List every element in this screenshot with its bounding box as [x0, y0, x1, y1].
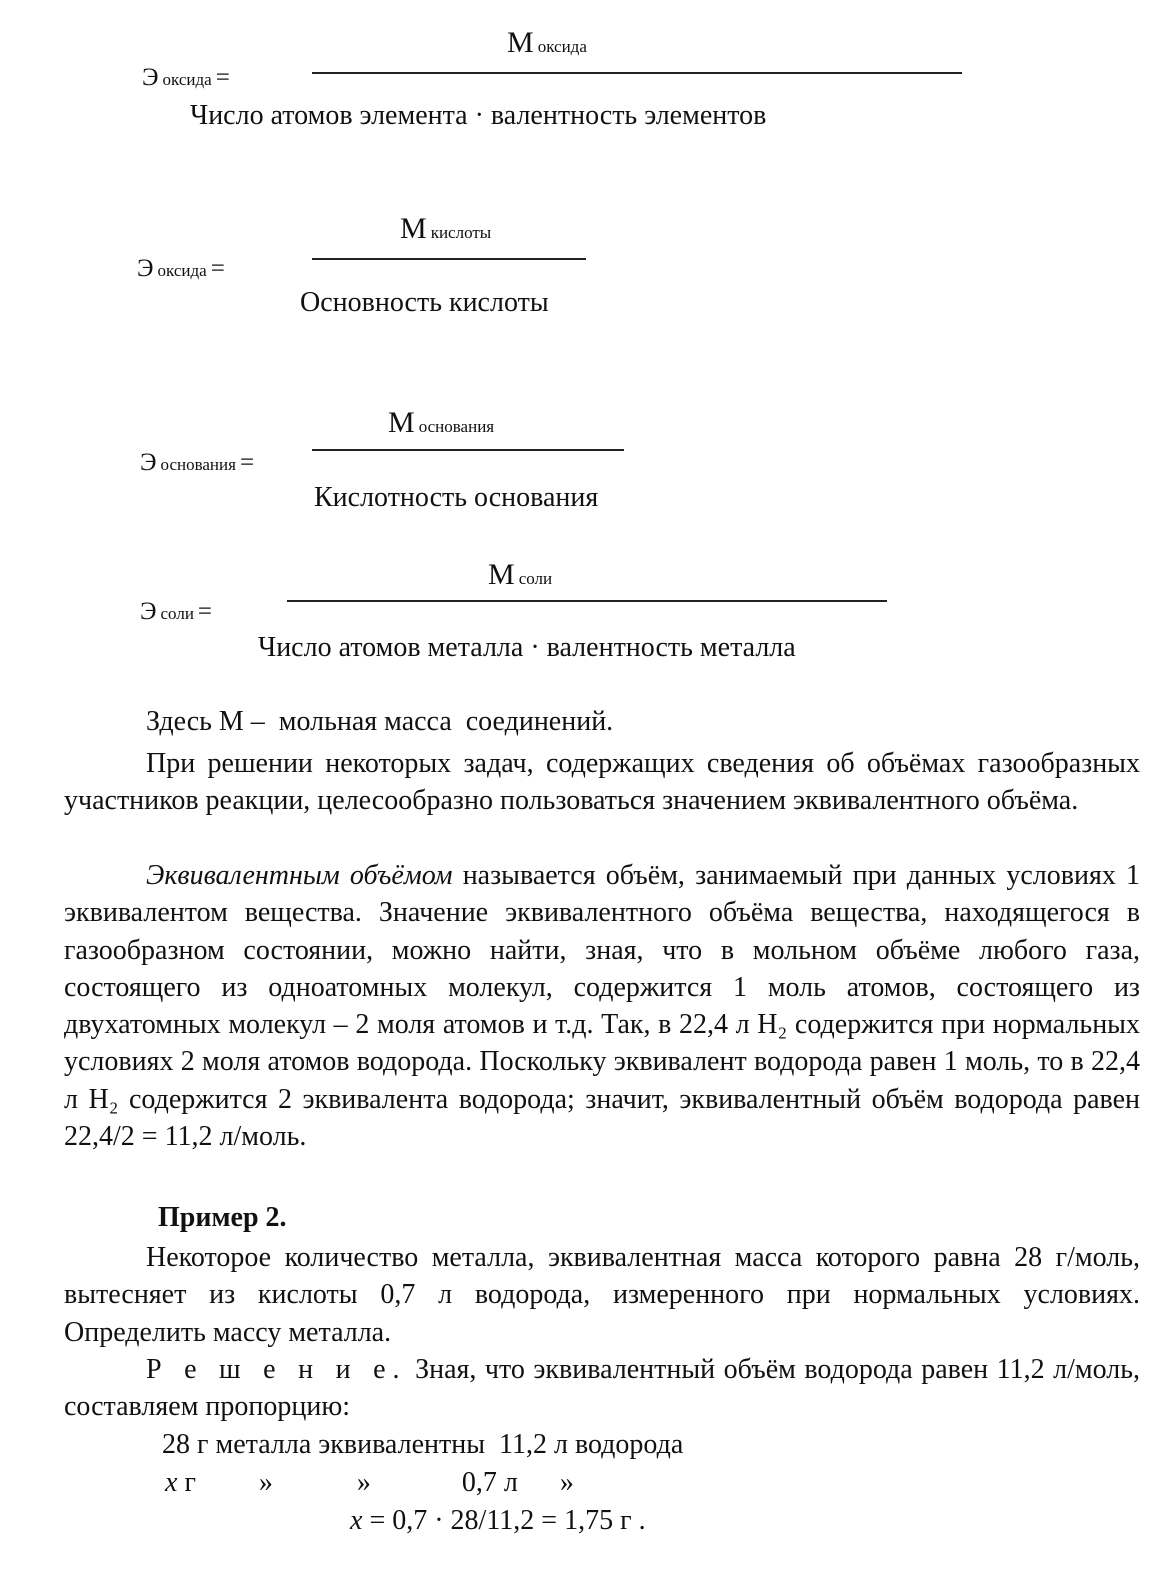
denominator: Кислотность основания: [314, 482, 599, 513]
paragraph-equivalent-volume: Эквивалентным объёмом называется объём, занимаемый при данных условиях 1 эквивалентом вещества. Значение эквивалентного объёма вещества, находящегося в газообразном состоянии, можно найти, зная, что в мольном объёме любого газа, состоящего из одноатомных молекул, содержится 1 моль атомов, состоящего из двухатомных молекул – 2 моля атомов и т.д. Так, в 22,4 л Н₂ содержится при нормальных условиях 2 моля атомов водорода. Поскольку эквивалент водорода равен 1 моль, то в 22,4 л Н₂ содержится 2 эквивалента водорода; значит, эквивалентный объём водорода равен 22,4/2 = 11,2 л/моль.: [64, 860, 1140, 1153]
term-equivalent-volume: Эквивалентным объёмом: [146, 860, 453, 891]
fraction-bar: [287, 600, 887, 602]
solution-label: Р е ш е н и е.: [146, 1354, 407, 1385]
fraction-bar: [312, 258, 586, 260]
lhs: Э соли =: [140, 598, 213, 625]
proportion-line-1: 28 г металла эквивалентны 11,2 л водорода: [162, 1429, 684, 1460]
proportion-line-2: х г » » 0,7 л »: [165, 1467, 574, 1498]
molar-mass-note: Здесь М – мольная масса соединений.: [146, 706, 614, 737]
numerator: М соли: [488, 558, 553, 591]
paragraph-solution: Р е ш е н и е. Зная, что эквивалентный объём водорода равен 11,2 л/моль, составляем пропорцию:: [64, 1354, 1140, 1423]
denominator: Число атомов элемента · валентность элементов: [190, 100, 767, 131]
result-line: х = 0,7 · 28/11,2 = 1,75 г .: [350, 1505, 646, 1536]
lhs: Э оксида =: [142, 64, 230, 91]
numerator: М основания: [388, 406, 495, 439]
lhs: Э оксида =: [137, 255, 225, 282]
lhs: Э основания =: [140, 449, 255, 476]
denominator: Число атомов металла · валентность металла: [258, 632, 796, 663]
numerator: М оксида: [507, 26, 587, 59]
example-heading: Пример 2.: [158, 1202, 287, 1233]
paragraph-gas-volumes: При решении некоторых задач, содержащих сведения об объёмах газообразных участников реакции, целесообразно пользоваться значением эквивалентного объёма.: [64, 748, 1140, 817]
numerator: М кислоты: [400, 212, 492, 245]
fraction-bar: [312, 72, 962, 74]
fraction-bar: [312, 449, 624, 451]
denominator: Основность кислоты: [300, 287, 549, 318]
paragraph-example: Некоторое количество металла, эквивалентная масса которого равна 28 г/моль, вытесняет из кислоты 0,7 л водорода, измеренного при нормальных условиях. Определить массу металла.: [64, 1242, 1140, 1348]
